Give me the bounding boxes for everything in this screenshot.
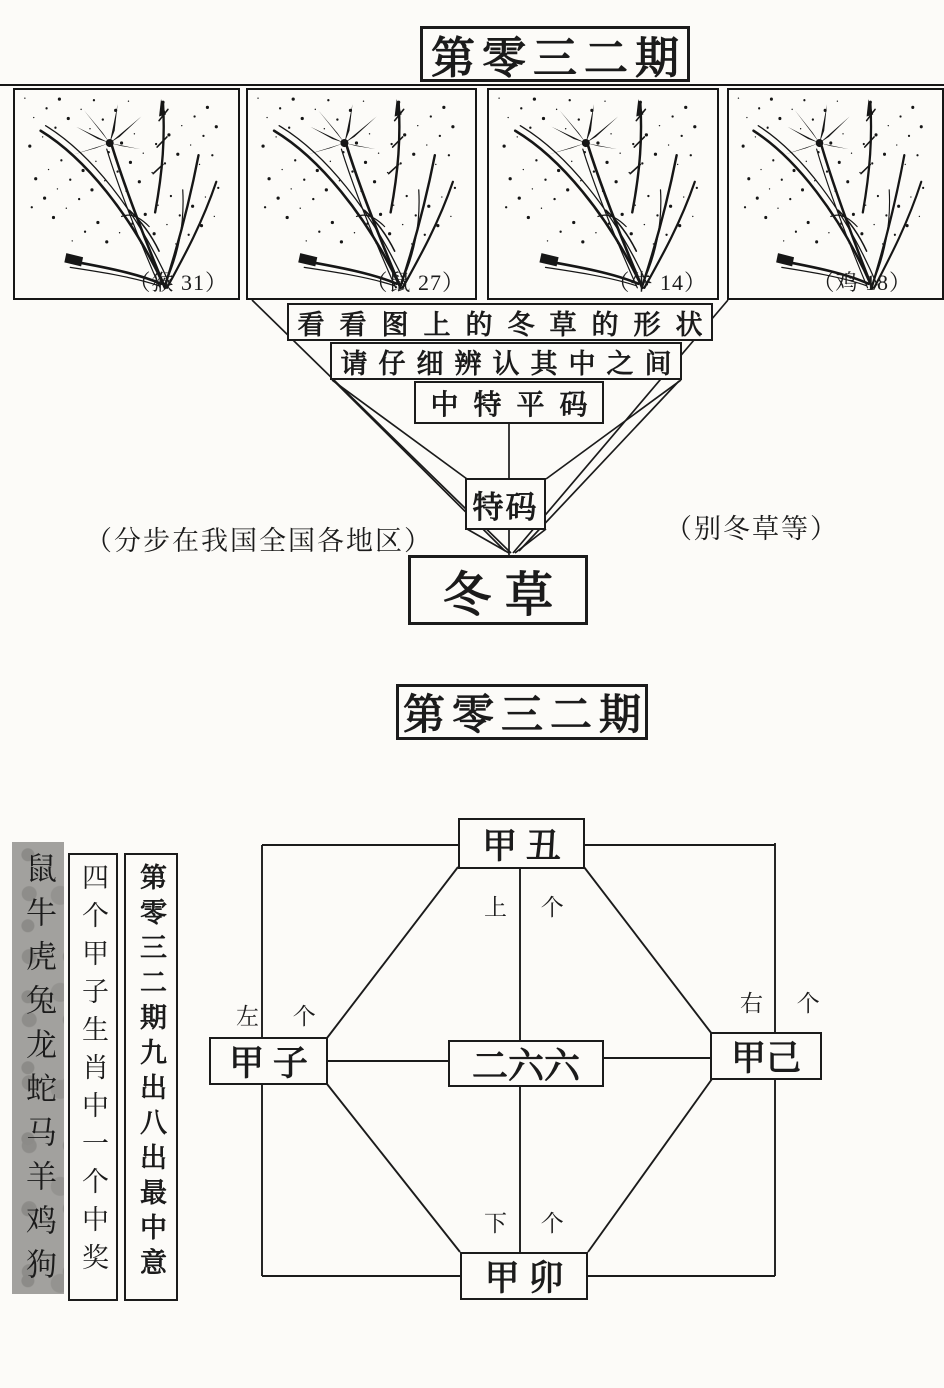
issue-title-top [420, 26, 690, 82]
node-right-text: 甲己 [730, 1039, 801, 1078]
node-bottom [460, 1252, 588, 1300]
funnel-row3 [414, 381, 604, 424]
node-left [209, 1037, 328, 1085]
dir-label-right: 右 个 [740, 991, 834, 1016]
issue-title-middle [396, 684, 648, 740]
panel-label-rat: （鼠 27） [365, 270, 465, 295]
funnel-row1-text: 看看图上的冬草的形状 [297, 309, 718, 340]
funnel-row1 [287, 303, 718, 341]
zodiac-strip: 鼠牛虎兔龙蛇马羊鸡狗 [12, 842, 64, 1294]
funnel-row3-text: 中特平码 [430, 389, 603, 421]
right-note: （别冬草等） [665, 514, 839, 544]
node-center [448, 1040, 604, 1087]
flower-panel-4 [727, 88, 944, 300]
special-code-text: 特码 [472, 489, 539, 525]
panel-label-rooster: （鸡 18） [812, 270, 912, 295]
node-top-text: 甲 丑 [482, 826, 561, 866]
node-bottom-text: 甲 卯 [484, 1259, 564, 1298]
flower-panel-1 [13, 88, 240, 300]
node-center-text: 二六六 [471, 1046, 580, 1086]
node-left-text: 甲 子 [229, 1044, 308, 1083]
dir-label-bottom: 下 个 [484, 1211, 578, 1236]
flower-panel-3 [487, 88, 719, 300]
panel-label-ox: （牛 14） [607, 270, 707, 295]
panel-label-monkey: （猴 31） [128, 270, 228, 295]
flower-panel-2 [246, 88, 477, 300]
hint-strip-2: 第零三二期九出八出最中意 [124, 853, 178, 1301]
dir-label-top: 上 个 [484, 895, 578, 920]
node-right [710, 1032, 822, 1080]
node-top [458, 818, 585, 869]
funnel-row2 [330, 342, 682, 380]
result-text: 冬草 [442, 568, 567, 622]
left-note: （分步在我国全国各地区） [85, 526, 433, 556]
issue-title-top-text: 第零三二期 [431, 34, 686, 83]
issue-title-middle-text: 第零三二期 [403, 693, 649, 739]
special-code-box [465, 478, 546, 530]
hint-strip-1: 四个甲子生肖中一个中奖 [68, 853, 118, 1301]
dir-label-left: 左 个 [236, 1004, 330, 1029]
result-box [408, 555, 588, 625]
funnel-row2-text: 请仔细辨认其中之间 [340, 348, 683, 379]
